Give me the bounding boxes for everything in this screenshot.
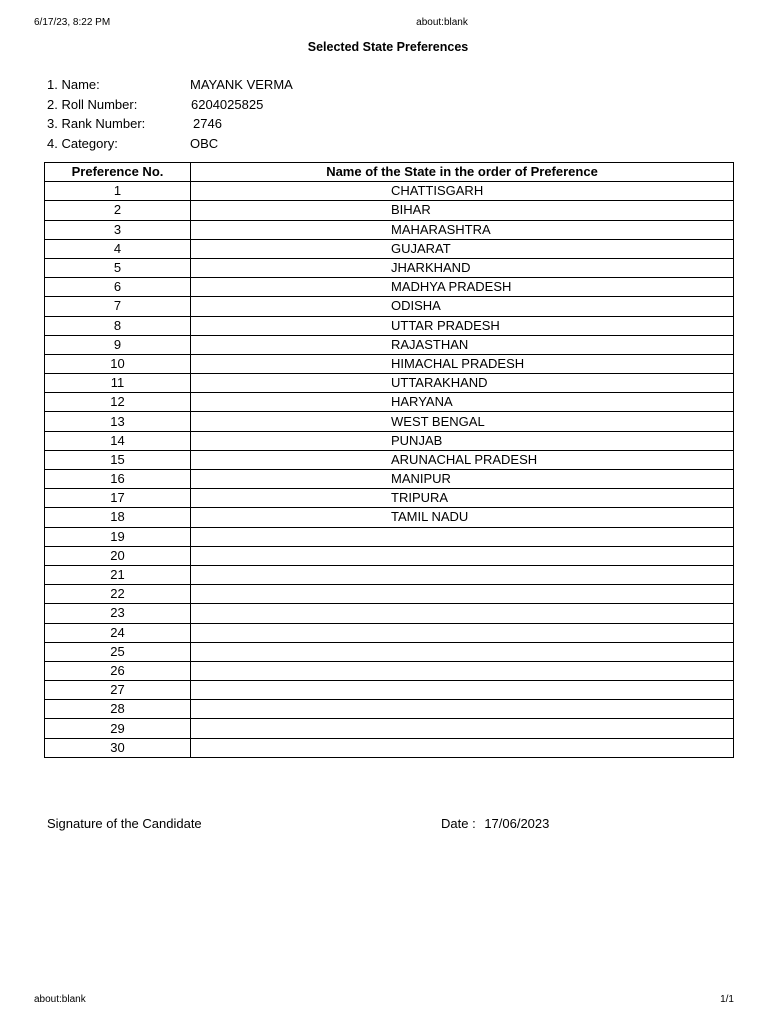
candidate-name-value: MAYANK VERMA [190, 77, 293, 92]
signature-label: Signature of the Candidate [47, 816, 202, 831]
state-name-cell [191, 623, 734, 642]
table-row [45, 623, 734, 642]
table-row [45, 738, 734, 757]
state-name-cell: UTTARAKHAND [191, 374, 734, 393]
preference-number-cell: 29 [45, 719, 191, 738]
table-row [45, 585, 734, 604]
preference-number-cell: 12 [45, 393, 191, 412]
table-row [45, 719, 734, 738]
preference-table [44, 162, 734, 758]
preference-table-body [45, 182, 734, 758]
candidate-roll-value: 6204025825 [191, 96, 264, 112]
header-state-name: Name of the State in the order of Preference [191, 163, 734, 182]
preference-number-cell: 21 [45, 565, 191, 584]
preference-number-cell: 26 [45, 661, 191, 680]
table-row [45, 565, 734, 584]
state-name-cell [191, 719, 734, 738]
preference-number-cell: 18 [45, 508, 191, 527]
state-name-cell: MADHYA PRADESH [191, 278, 734, 297]
state-name-cell [191, 642, 734, 661]
table-row [45, 393, 734, 412]
table-row [45, 220, 734, 239]
table-row [45, 258, 734, 277]
state-name-cell: BIHAR [191, 201, 734, 220]
table-row [45, 182, 734, 201]
preference-number-cell: 11 [45, 374, 191, 393]
table-row [45, 604, 734, 623]
state-name-cell: CHATTISGARH [191, 182, 734, 201]
print-header-url: about:blank [416, 17, 468, 28]
state-name-cell [191, 604, 734, 623]
print-header-datetime: 6/17/23, 8:22 PM [34, 17, 111, 28]
state-name-cell [191, 738, 734, 757]
table-row [45, 700, 734, 719]
table-header-row [45, 163, 734, 182]
preference-number-cell: 1 [45, 182, 191, 201]
table-row [45, 316, 734, 335]
candidate-category-value: OBC [190, 136, 219, 152]
page-title: Selected State Preferences [307, 40, 469, 54]
date-label: Date : [441, 816, 476, 831]
table-row [45, 239, 734, 258]
state-name-cell: TRIPURA [191, 489, 734, 508]
state-name-cell: HIMACHAL PRADESH [191, 354, 734, 373]
state-name-cell: TAMIL NADU [191, 508, 734, 527]
state-name-cell: WEST BENGAL [191, 412, 734, 431]
state-name-cell [191, 546, 734, 565]
print-footer-url: about:blank [34, 994, 86, 1005]
preference-number-cell: 27 [45, 681, 191, 700]
header-preference-no: Preference No. [45, 163, 191, 182]
table-row [45, 412, 734, 431]
candidate-rank-label: 3. Rank Number: [47, 116, 146, 132]
table-row [45, 201, 734, 220]
preference-number-cell: 14 [45, 431, 191, 450]
state-name-cell [191, 527, 734, 546]
preference-number-cell: 20 [45, 546, 191, 565]
state-name-cell [191, 700, 734, 719]
preference-number-cell: 5 [45, 258, 191, 277]
candidate-name-label: 1. Name: [47, 77, 100, 92]
state-name-cell: JHARKHAND [191, 258, 734, 277]
table-row [45, 546, 734, 565]
table-row [45, 431, 734, 450]
preference-number-cell: 25 [45, 642, 191, 661]
table-row [45, 642, 734, 661]
table-row [45, 527, 734, 546]
date-value: 17/06/2023 [484, 816, 550, 831]
table-row [45, 297, 734, 316]
state-name-cell: MANIPUR [191, 470, 734, 489]
state-name-cell: HARYANA [191, 393, 734, 412]
table-row [45, 661, 734, 680]
state-name-cell: PUNJAB [191, 431, 734, 450]
table-row [45, 374, 734, 393]
table-row [45, 335, 734, 354]
preference-number-cell: 3 [45, 220, 191, 239]
state-name-cell [191, 661, 734, 680]
table-row [45, 681, 734, 700]
preference-number-cell: 30 [45, 738, 191, 757]
state-name-cell [191, 565, 734, 584]
state-name-cell: GUJARAT [191, 239, 734, 258]
print-footer-page: 1/1 [720, 994, 734, 1005]
table-row [45, 278, 734, 297]
state-name-cell: ODISHA [191, 297, 734, 316]
preference-number-cell: 24 [45, 623, 191, 642]
state-name-cell [191, 681, 734, 700]
table-row [45, 354, 734, 373]
preference-number-cell: 28 [45, 700, 191, 719]
preference-number-cell: 6 [45, 278, 191, 297]
table-row [45, 450, 734, 469]
date-block [441, 816, 549, 831]
preference-number-cell: 9 [45, 335, 191, 354]
state-name-cell [191, 585, 734, 604]
state-name-cell: MAHARASHTRA [191, 220, 734, 239]
table-row [45, 470, 734, 489]
state-name-cell: ARUNACHAL PRADESH [191, 450, 734, 469]
preference-number-cell: 4 [45, 239, 191, 258]
candidate-rank-value: 2746 [193, 116, 222, 132]
preference-number-cell: 8 [45, 316, 191, 335]
table-row [45, 508, 734, 527]
candidate-roll-label: 2. Roll Number: [47, 96, 138, 112]
candidate-category-label: 4. Category: [47, 136, 118, 152]
preference-number-cell: 22 [45, 585, 191, 604]
state-name-cell: RAJASTHAN [191, 335, 734, 354]
preference-number-cell: 17 [45, 489, 191, 508]
preference-number-cell: 15 [45, 450, 191, 469]
preference-number-cell: 10 [45, 354, 191, 373]
preference-number-cell: 19 [45, 527, 191, 546]
preference-number-cell: 2 [45, 201, 191, 220]
state-name-cell: UTTAR PRADESH [191, 316, 734, 335]
preference-number-cell: 16 [45, 470, 191, 489]
preference-number-cell: 7 [45, 297, 191, 316]
table-row [45, 489, 734, 508]
preference-number-cell: 23 [45, 604, 191, 623]
preference-number-cell: 13 [45, 412, 191, 431]
